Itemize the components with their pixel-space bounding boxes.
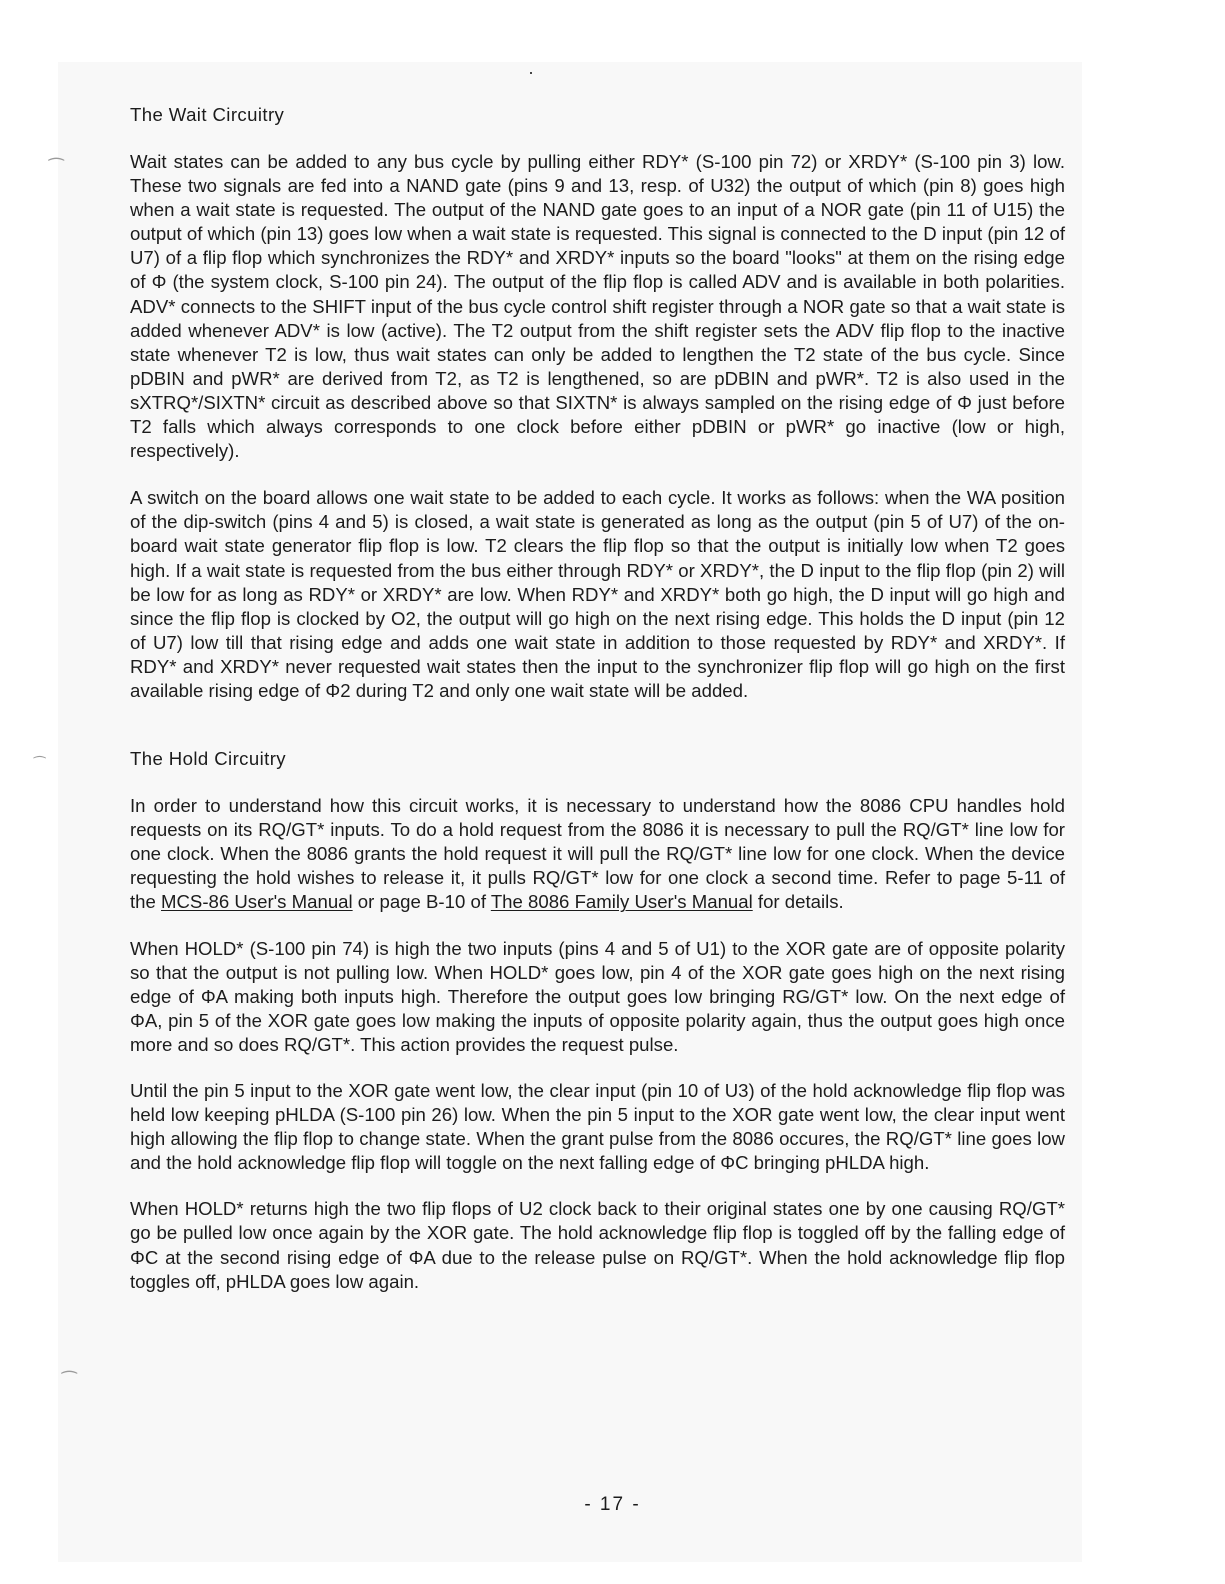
paragraph: A switch on the board allows one wait state to be added to each cycle. It works as follows: when the WA position of the dip-switch (pins 4 and 5) is closed, a wait state is generated as long as the output (pin 5 of U7) of the on-board wait state generator flip flop is low. T2 clears the flip flop so that the output is initially low when T2 goes high. If a wait state is requested from the bus either through RDY* or XRDY*, the D input to the flip flop (pin 2) will be low for as long as RDY* or XRDY* are low. When RDY* and XRDY* both go high, the D input will go high and since the flip flop is clocked by O2, the output will go high on the next rising edge. This holds the D input (pin 12 of U7) low till that rising edge and adds one wait state in addition to those requested by RDY* and XRDY*. If RDY* and XRDY* never requested wait states then the input to the synchronizer flip flop will go high on the first available rising edge of Φ2 during T2 and only one wait state will be added. [130,487,1065,701]
paragraph: When HOLD* returns high the two flip flops of U2 clock back to their original states one by one causing RQ/GT* go be pulled low once again by the XOR gate. The hold acknowledge flip flop is toggled off by the falling edge of ΦC at the second rising edge of ΦA due to the release pulse on RQ/GT*. When the hold acknowledge flip flop toggles off, pHLDA goes low again. [130,1198,1065,1292]
scan-speck [530,72,532,74]
page-number: - 17 - [584,1494,641,1515]
manual-reference: The 8086 Family User's Manual [490,891,753,913]
manual-reference: MCS-86 User's Manual [161,891,353,913]
paragraph: Wait states can be added to any bus cycle by pulling either RDY* (S-100 pin 72) or XRDY* (S-100 pin 3) low. These two signals are fed into a NAND gate (pins 9 and 13, resp. of U32) the output of which (pin 8) goes high when a wait state is requested. The output of the NAND gate goes to an input of a NOR gate (pin 11 of U15) the output of which (pin 13) goes low when a wait state is requested. This signal is connected to the D input (pin 12 of U7) of a flip flop which synchronizes the RDY* and XRDY* inputs so the board "looks" at them on the rising edge of Φ (the system clock, S-100 pin 24). The output of the flip flop is called ADV and is available in both polarities. ADV* connects to the SHIFT input of the bus cycle control shift register through a NOR gate so that a wait state is added whenever ADV* is low (active). The T2 output from the shift register sets the ADV flip flop to the inactive state whenever T2 is low, thus wait states can only be added to lengthen the T2 state of the bus cycle. Since pDBIN and pWR* are derived from T2, as T2 is lengthened, so are pDBIN and pWR*. T2 is also used in the sXTRQ*/SIXTN* circuit as described above so that SIXTN* is always sampled on the rising edge of Φ just before T2 falls which always corresponds to one clock before either pDBIN or pWR* go inactive (low or high, respectively). [130,151,1065,462]
document-body [130,103,1065,1294]
paragraph: When HOLD* (S-100 pin 74) is high the two inputs (pins 4 and 5 of U1) to the XOR gate are of opposite polarity so that the output is not pulling low. When HOLD* goes low, pin 4 of the XOR gate goes high on the next rising edge of ΦA making both inputs high. Therefore the output goes low bringing RG/GT* low. On the next edge of ΦA, pin 5 of the XOR gate goes low making the inputs of opposite polarity again, thus the output goes high once more and so does RQ/GT*. This action provides the request pulse. [130,937,1065,1055]
margin-mark: ⁀ [49,158,64,179]
section-heading-wait: The Wait Circuitry [130,104,285,125]
paragraph-text: In order to understand how this circuit works, it is necessary to understand how the 8086 CPU handles hold requests on its RQ/GT* inputs. To do a hold request from the 8086 it is necessary to pull the RQ/GT* line low for one clock. When the 8086 grants the hold request it will pull the RQ/GT* line low for one clock. When the device requesting the hold wishes to release it, it pulls RQ/GT* low for one clock a second time. Refer to page 5-11 of the [130,795,1065,913]
paragraph [130,794,1065,914]
margin-mark: ⁀ [62,1371,77,1392]
paragraph: Until the pin 5 input to the XOR gate went low, the clear input (pin 10 of U3) of the hold acknowledge flip flop was held low keeping pHLDA (S-100 pin 26) low. When the pin 5 input to the XOR gate went low, the clear input went high allowing the flip flop to change state. When the grant pulse from the 8086 occures, the RQ/GT* line goes low and the hold acknowledge flip flop will toggle on the next falling edge of ΦC bringing pHLDA high. [130,1080,1065,1174]
margin-mark: ⁀ [34,757,46,773]
paragraph-text: for details. [752,891,844,913]
paragraph-text: or page B-10 of [352,891,491,913]
section-heading-hold: The Hold Circuitry [130,748,286,770]
